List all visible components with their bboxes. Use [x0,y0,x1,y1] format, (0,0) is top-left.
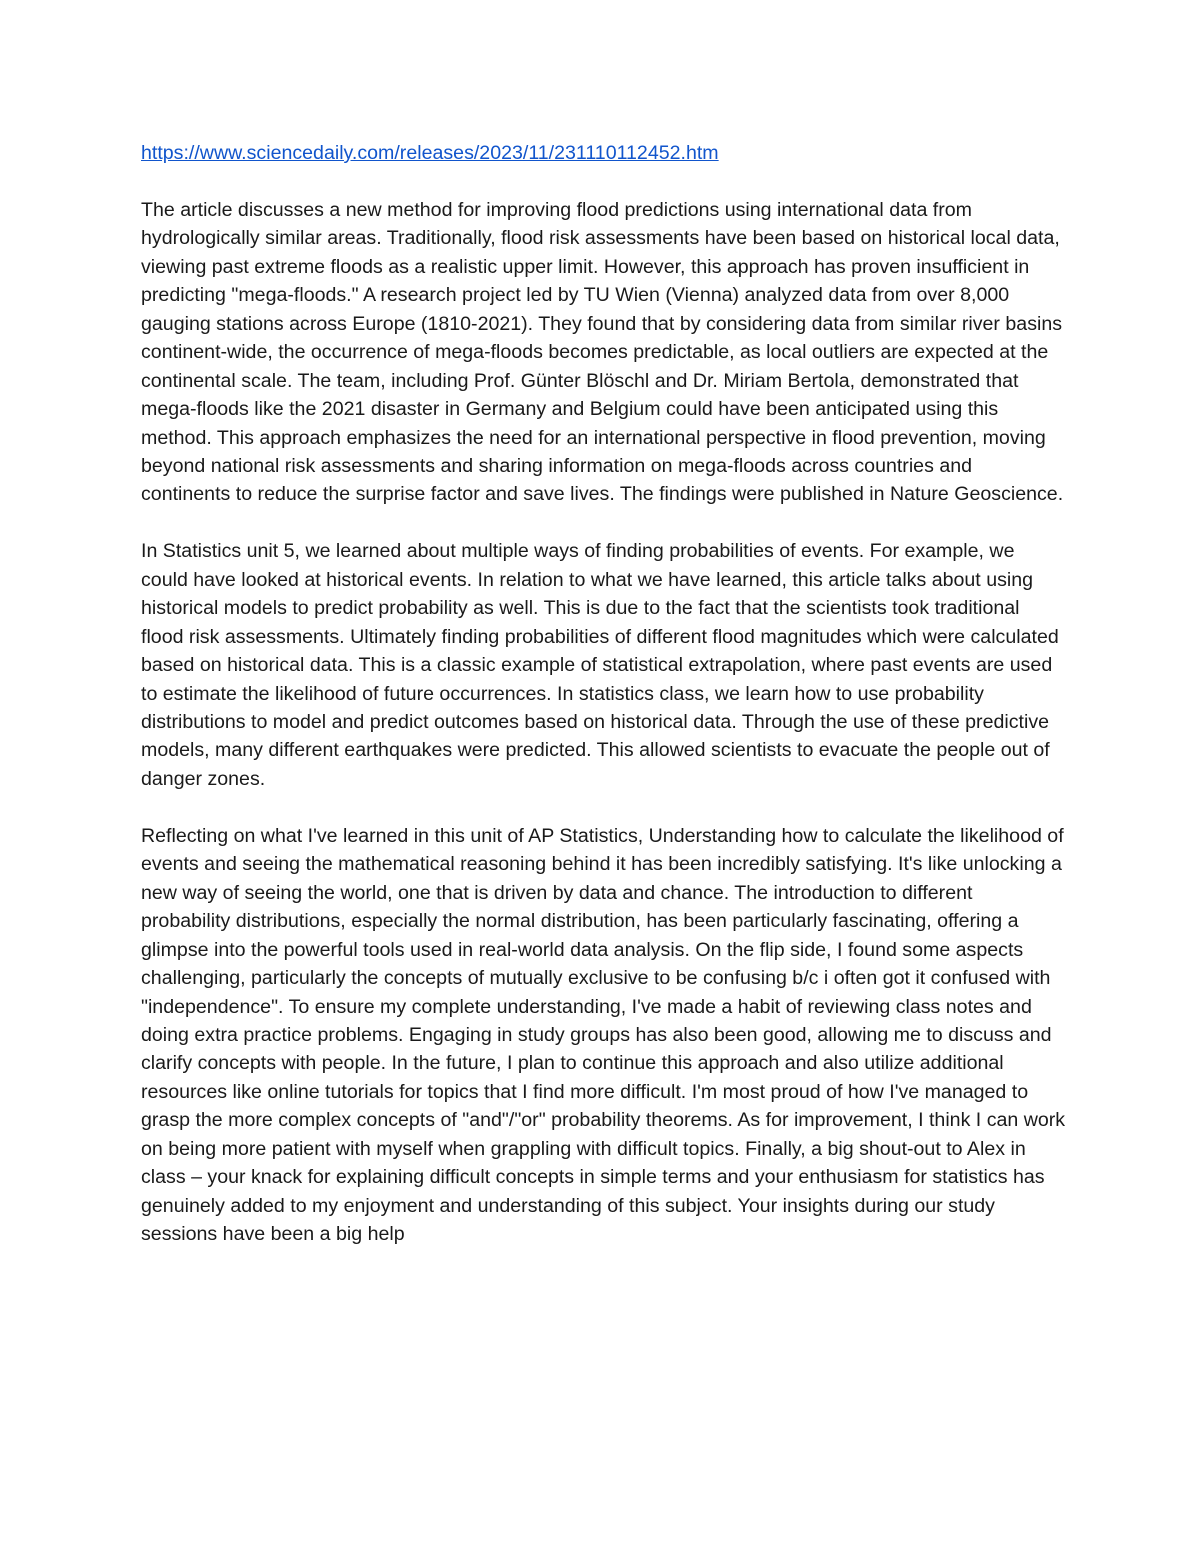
source-link-line [141,139,1066,167]
article-summary-paragraph: The article discusses a new method for improving flood predictions using international data from hydrologically similar areas. Traditionally, flood risk assessments have been based on historical local data, viewing past extreme floods as a realistic upper limit. However, this approach has proven insufficient in predicting "mega-floods." A research project led by TU Wien (Vienna) analyzed data from over 8,000 gauging stations across Europe (1810-2021). They found that by considering data from similar river basins continent-wide, the occurrence of mega-floods becomes predictable, as local outliers are expected at the continental scale. The team, including Prof. Günter Blöschl and Dr. Miriam Bertola, demonstrated that mega-floods like the 2021 disaster in Germany and Belgium could have been anticipated using this method. This approach emphasizes the need for an international perspective in flood prevention, moving beyond national risk assessments and sharing information on mega-floods across countries and continents to reduce the surprise factor and save lives. The findings were published in Nature Geoscience. [141,198,1064,506]
document-body [141,139,1066,1277]
reflection-paragraph: Reflecting on what I've learned in this unit of AP Statistics, Understanding how to calculate the likelihood of events and seeing the mathematical reasoning behind it has been incredibly satisfying. It's like unlocking a new way of seeing the world, one that is driven by data and chance. The introduction to different probability distributions, especially the normal distribution, has been particularly fascinating, offering a glimpse into the powerful tools used in real-world data analysis. On the flip side, I found some aspects challenging, particularly the concepts of mutually exclusive to be confusing b/c i often got it confused with "independence". To ensure my complete understanding, I've made a habit of reviewing class notes and doing extra practice problems. Engaging in study groups has also been good, allowing me to discuss and clarify concepts with people. In the future, I plan to continue this approach and also utilize additional resources like online tutorials for topics that I find more difficult. I'm most proud of how I've managed to grasp the more complex concepts of "and"/"or" probability theorems. As for improvement, I think I can work on being more patient with myself when grappling with difficult topics. Finally, a big shout-out to Alex in class – your knack for explaining difficult concepts in simple terms and your enthusiasm for statistics has genuinely added to my enjoyment and understanding of this subject. Your insights during our study sessions have been a big help [141,824,1066,1246]
statistics-connection-paragraph: In Statistics unit 5, we learned about multiple ways of finding probabilities of events. For example, we could have looked at historical events. In relation to what we have learned, this article talks about using historical models to predict probability as well. This is due to the fact that the scientists took traditional flood risk assessments. Ultimately finding probabilities of different flood magnitudes which were calculated based on historical data. This is a classic example of statistical extrapolation, where past events are used to estimate the likelihood of future occurrences. In statistics class, we learn how to use probability distributions to model and predict outcomes based on historical data. Through the use of these predictive models, many different earthquakes were predicted. This allowed scientists to evacuate the people out of danger zones. [141,540,1059,790]
source-link[interactable]: https://www.sciencedaily.com/releases/2023/11/231110112452.htm [141,142,719,164]
